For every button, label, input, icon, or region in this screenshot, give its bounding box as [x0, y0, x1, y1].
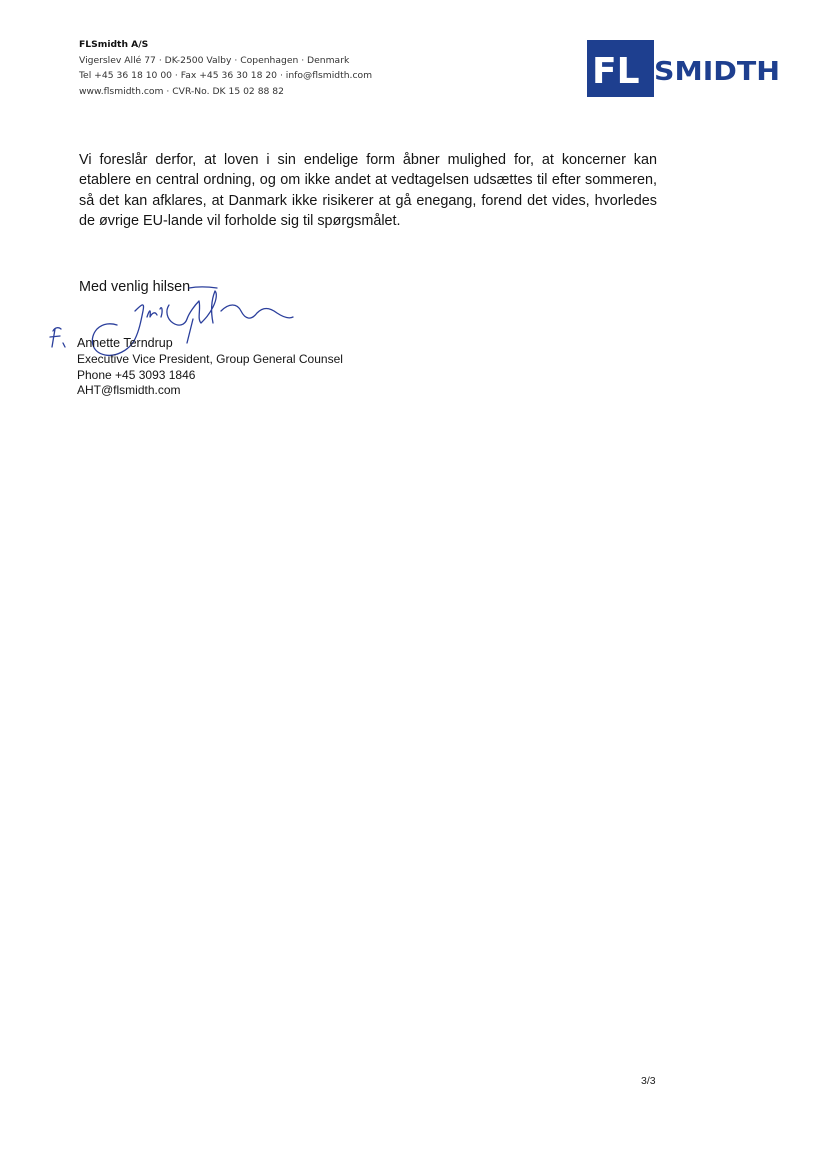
company-contact: Tel +45 36 18 10 00 · Fax +45 36 30 18 20 · info@flsmidth.com — [79, 70, 373, 81]
company-address: Vigerslev Allé 77 · DK-2500 Valby · Copenhagen · Denmark — [79, 54, 350, 66]
signer-phone: Phone +45 3093 1846 — [77, 367, 196, 382]
closing-salutation: Med venlig hilsen — [79, 279, 191, 295]
signer-name: Annette Terndrup — [77, 336, 173, 350]
signer-email: AHT@flsmidth.com — [77, 383, 181, 398]
body-paragraph: Vi foreslår derfor, at loven i sin endelige form åbner mulighed for, at koncerner kan etablere en central ordning, og om ikke andet at vedtagelsen udsættes til efter sommeren, så det kan afklares, at Danmark ikke risikerer at gå enegang, forend det vides, hvorledes de øvrige EU-lande vil forholde sig til spørgsmålet. — [79, 152, 657, 230]
signer-block — [77, 336, 343, 399]
company-name: FLSmidth A/S — [79, 39, 149, 50]
company-web: www.flsmidth.com · CVR-No. DK 15 02 88 82 — [79, 85, 284, 97]
logo-wordmark: SMIDTH — [654, 57, 780, 87]
flsmidth-logo — [587, 40, 783, 97]
page-number: 3/3 — [641, 1075, 656, 1087]
letterhead — [79, 37, 372, 99]
signer-title: Executive Vice President, Group General Counsel — [77, 351, 343, 366]
logo-box-text: FL — [592, 51, 640, 92]
